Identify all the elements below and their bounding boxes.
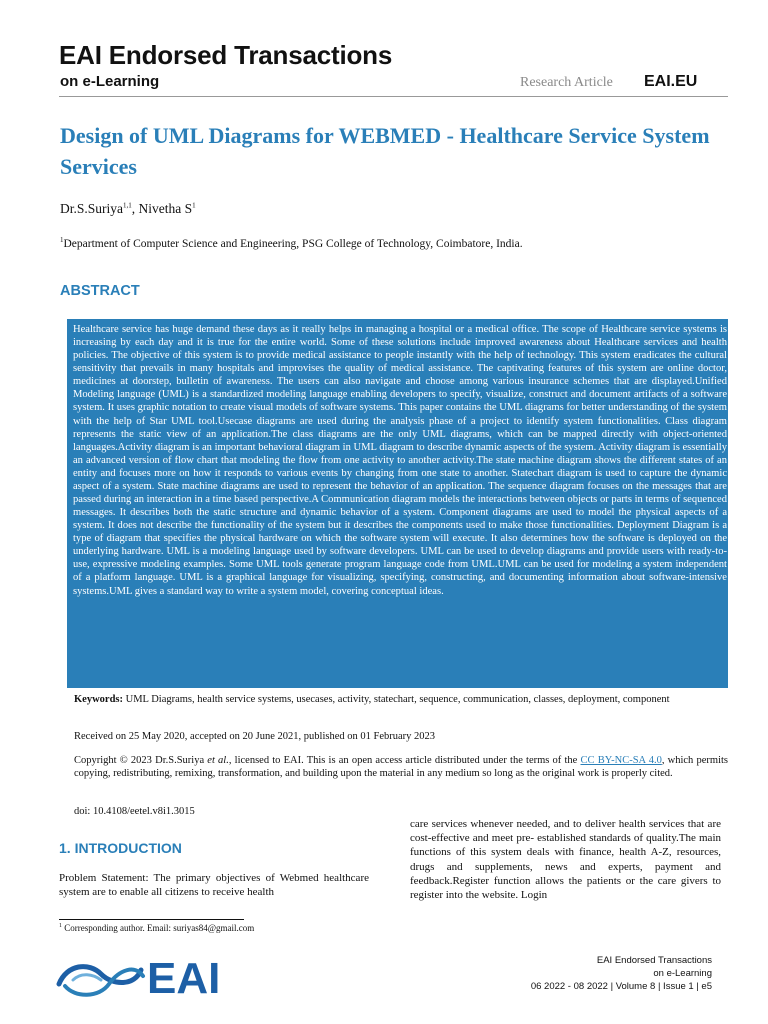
footer-journal-line2: on e-Learning	[653, 968, 712, 979]
author-name: Dr.S.Suriya	[60, 201, 124, 216]
logo-text: EAI	[147, 954, 221, 1000]
abstract-box	[67, 319, 728, 688]
license-link[interactable]: CC BY-NC-SA 4.0	[580, 755, 662, 766]
introduction-heading: 1. INTRODUCTION	[59, 840, 182, 856]
copyright-prefix: Copyright © 2023 Dr.S.Suriya	[74, 755, 208, 766]
doi[interactable]: doi: 10.4108/eetel.v8i1.3015	[74, 806, 195, 817]
paper-title: Design of UML Diagrams for WEBMED - Healthcare Service System Services	[60, 123, 710, 179]
footnote	[59, 923, 254, 933]
footer-issue-line: 06 2022 - 08 2022 | Volume 8 | Issue 1 | e5	[530, 981, 712, 992]
footnote-divider	[59, 919, 244, 920]
affiliation-superscript: 1	[60, 236, 64, 244]
author-list	[60, 201, 196, 217]
author-superscript: 1	[192, 201, 196, 210]
keywords	[74, 694, 726, 707]
footer-journal-line1: EAI Endorsed Transactions	[596, 955, 712, 966]
logo-swirl	[73, 975, 101, 980]
affiliation	[60, 236, 523, 250]
footer-journal	[500, 954, 712, 993]
journal-subtitle: on e-Learning	[60, 73, 160, 90]
abstract-text: Healthcare service has huge demand these days as it really helps in managing a hospital or a medical office. The scope of Healthcare service systems is increasing by each day and it is true for the entire world. Some of these solutions include improved awareness about Healthcare services and health policies. The objective of this system is to provide medical assistance to people instantly with the help of technology. This system eradicates the cultural sensitivity that prevails in many hospitals and improvises the quality of medical assistance. The captivating features of this system are online doctor, medicines at doorstep, bulletin of awareness. The users can also navigate and choose among various insurance schemes that are displayed.Unified Modeling language (UML) is a standardized modeling language enabling developers to specify, visualize, construct and document artifacts of a software system. It uses graphic notation to create visual models of software systems. This paper contains the UML diagrams for better understanding of the system with the help of Star UML tool.Usecase diagrams are used during the analysis phase of a project to identify system functionalities. Class diagram represents the static view of an application.The class diagrams are the only UML diagrams, which can be mapped directly with object-oriented languages.Activity diagram is an important behavioral diagram in UML diagram to describe dynamic aspects of the system. Activity diagram is essentially an advanced version of flow chart that modeling the flow from one activity to another activity.The state machine diagram shows the different states of an entity and focuses more on how it responds to various events by changing from one state to another. Statechart diagram is used to capture the dynamic aspect of a system. State machine diagrams are used to represent the behavior of an application. The sequence diagram focuses on the messages that are passed during an interaction in a time based perspective.A Communication diagram models the interactions between objects or parts in terms of sequenced messages. It describes both the static structure and dynamic behavior of a system. Component diagrams are used to model the physical aspects of a system. It does not describe the functionality of the system but it describes the components used to make those functionalities. Deployment Diagram is a type of diagram that specifies the physical hardware on which the software system will execute. It also determines how the software is deployed on the underlying hardware. UML is a modeling language used by software developers. UML can be used to develop diagrams and provide users with ready-to-use, expressive modeling examples. Some UML tools generate program language code from UML.UML can be used for modeling a system independent of a platform language. UML is a graphical language for visualizing, specifying, constructing, and documenting information about software-intensive systems.UML gives a standard way to write a system model, covering conceptual ideas.	[73, 324, 727, 597]
copyright-middle: , licensed to EAI. This is an open access article distributed under the terms of the	[228, 755, 581, 766]
author-name: , Nivetha S	[131, 201, 193, 216]
keywords-text: UML Diagrams, health service systems, usecases, activity, statechart, sequence, communication, classes, deployment, component	[123, 694, 670, 705]
affiliation-text: Department of Computer Science and Engineering, PSG College of Technology, Coimbatore, India.	[63, 237, 523, 250]
journal-title: EAI Endorsed Transactions	[59, 40, 393, 70]
article-type: Research Article	[520, 75, 613, 90]
author-superscript: 1,1	[123, 201, 132, 210]
abstract-heading: ABSTRACT	[60, 283, 140, 299]
footnote-marker: 1	[59, 923, 62, 929]
received-dates: Received on 25 May 2020, accepted on 20 June 2021, published on 01 February 2023	[74, 731, 436, 742]
eai-logo	[55, 950, 225, 1000]
copyright-etal: et al.	[207, 755, 229, 766]
footnote-text: Corresponding author. Email: suriyas84@gmail.com	[62, 923, 255, 933]
introduction-left-column: Problem Statement: The primary objectives of Webmed healthcare system are to enable all citizens to receive health	[59, 872, 369, 898]
copyright-notice	[74, 755, 728, 780]
introduction-right-column: care services whenever needed, and to deliver health services that are cost-effective and meet pre- established standards of quality.The main functions of this system deals with finance, health A-Z, resources, drugs and supplements, news and experts, payment and feedback.Register function allows the patients or the care givers to register into the website. Login	[410, 818, 721, 902]
keywords-label: Keywords:	[74, 694, 123, 705]
header-divider	[59, 96, 728, 97]
copyright-suffix: , which permits copying, redistributing, remixing, transformation, and building upon the material in any medium so long as the original work is properly cited.	[74, 755, 728, 779]
publisher-mark[interactable]: EAI.EU	[644, 73, 698, 90]
